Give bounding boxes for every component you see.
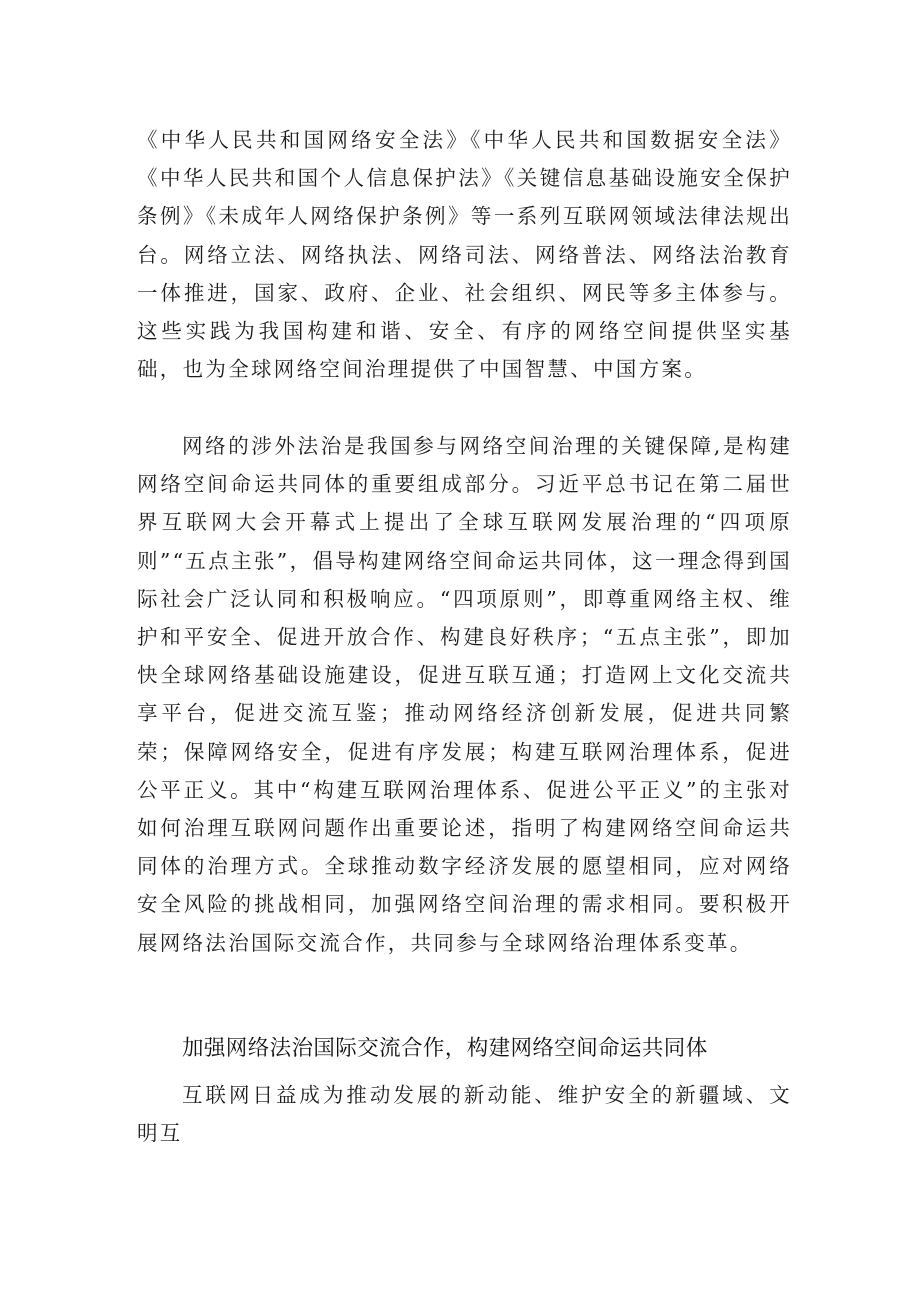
paragraph-foreign-related-rule-of-law: 网络的涉外法治是我国参与网络空间治理的关键保障,是构建网络空间命运共同体的重要组成部分。习近平总书记在第二届世界互联网大会开幕式上提出了全球互联网发展治理的“四项原则”“五点主张”，倡导构建网络空间命运共同体，这一理念得到国际社会广泛认同和积极响应。“四项原则”，即尊重网络主权、维护和平安全、促进开放合作、构建良好秩序；“五点主张”，即加快全球网络基础设施建设，促进互联互通；打造网上文化交流共享平台，促进交流互鉴；推动网络经济创新发展，促进共同繁荣；保障网络安全，促进有序发展；构建互联网治理体系，促进公平正义。其中“构建互联网治理体系、促进公平正义”的主张对如何治理互联网问题作出重要论述，指明了构建网络空间命运共同体的治理方式。全球推动数字经济发展的愿望相同，应对网络安全风险的挑战相同，加强网络空间治理的需求相同。要积极开展网络法治国际交流合作，共同参与全球网络治理体系变革。 <box>137 434 792 955</box>
paragraph-internet-new-momentum: 互联网日益成为推动发展的新动能、维护安全的新疆域、文明互 <box>137 1083 792 1146</box>
section-heading: 加强网络法治国际交流合作，构建网络空间命运共同体 <box>182 1036 708 1061</box>
paragraph-laws-and-practice: 《中华人民共和国网络安全法》《中华人民共和国数据安全法》《中华人民共和国个人信息保护法》《关键信息基础设施安全保护条例》《未成年人网络保护条例》等一系列互联网领域法律法规出台。网络立法、网络执法、网络司法、网络普法、网络法治教育一体推进，国家、政府、企业、社会组织、网民等多主体参与。这些实践为我国构建和谐、安全、有序的网络空间提供坚实基础，也为全球网络空间治理提供了中国智慧、中国方案。 <box>137 128 792 382</box>
